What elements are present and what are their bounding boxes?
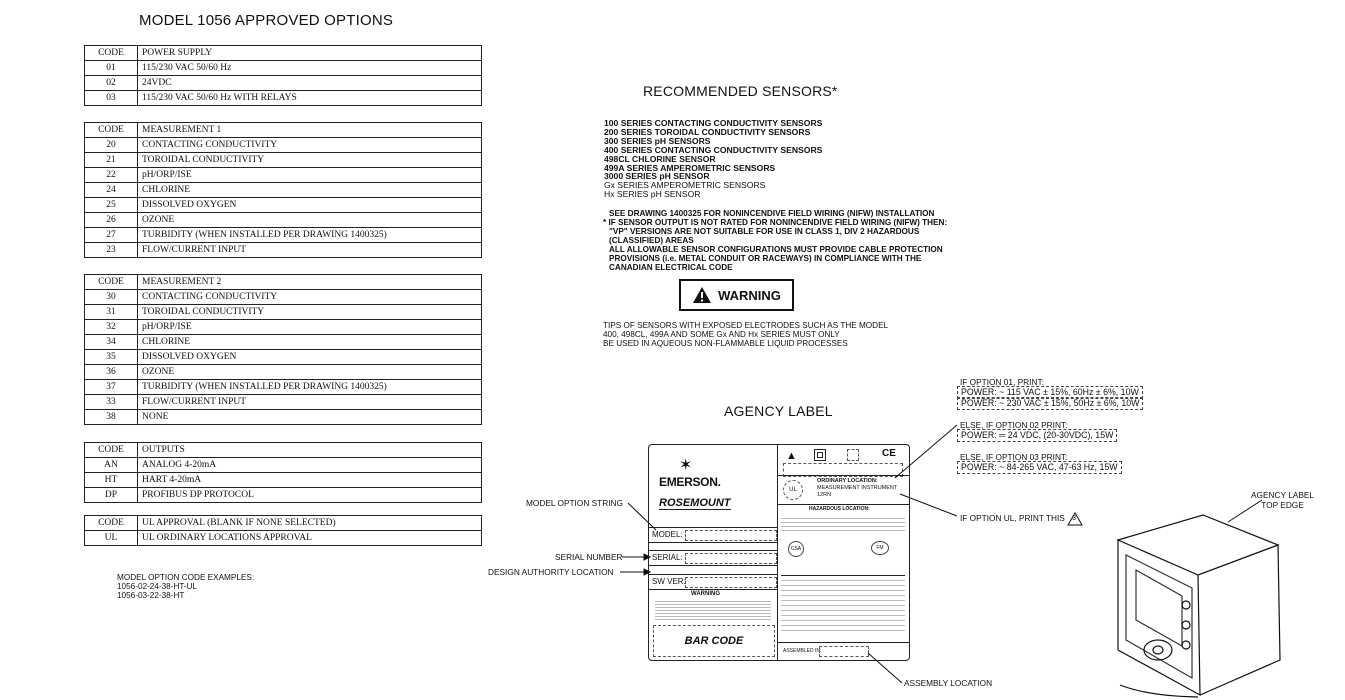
option-02-line: POWER: ═ 24 VDC, (20-30VDC), 15W (957, 429, 1117, 442)
table-row: 31 TOROIDAL CONDUCTIVITY (85, 305, 482, 320)
table-row: 37 TURBIDITY (WHEN INSTALLED PER DRAWING 1400325) (85, 380, 482, 395)
table-row: 24 CHLORINE (85, 183, 482, 198)
table-row: 25 DISSOLVED OXYGEN (85, 198, 482, 213)
list-item: 499A SERIES AMPEROMETRIC SENSORS (604, 162, 776, 173)
table-row: 36 OZONE (85, 365, 482, 380)
list-item: 3000 SERIES pH SENSOR (604, 171, 710, 182)
device-isometric-drawing (1108, 500, 1308, 700)
assembled-in-row: ASSEMBLED IN: (777, 642, 909, 661)
emerson-logo-icon: ✶ (679, 457, 693, 474)
table-row: HT HART 4-20mA (85, 473, 482, 488)
table-row: 21 TOROIDAL CONDUCTIVITY (85, 153, 482, 168)
examples-title: MODEL OPTION CODE EXAMPLES: (117, 573, 255, 582)
table-row: 26 OZONE (85, 213, 482, 228)
option-01-title: IF OPTION 01, PRINT: (960, 377, 1044, 387)
table-header: CODE POWER SUPPLY (85, 46, 482, 61)
table-row: 03 115/230 VAC 50/60 Hz WITH RELAYS (85, 91, 482, 106)
nifw-note: SEE DRAWING 1400325 FOR NONINCENDIVE FIELD WIRING (NIFW) INSTALLATION * IF SENSOR OUTPUT IS NOT RATED FOR NONINCENDIVE FIELD WIRING (NIFW) THEN: "VP" VERSIONS ARE NOT SUITABLE FOR USE IN CLASS 1, DIV 2 HAZARDOUS (CLASSIFIED) AREAS ALL ALLOWABLE SENSOR CONFIGURATIONS MUST PROVIDE CABLE PROTECTION PROVISIONS (i.e. METAL CONDUIT OR RACEWAYS) IN COMPLIANCE WITH THE CANADIAN ELECTRICAL CODE (603, 209, 948, 272)
table-row: 01 115/230 VAC 50/60 Hz (85, 61, 482, 76)
table-header: CODE MEASUREMENT 2 (85, 275, 482, 290)
csa-mark-icon: CSA (788, 541, 804, 557)
assembly-location-callout: ASSEMBLY LOCATION (904, 678, 993, 688)
bar-code: BAR CODE (653, 625, 775, 657)
label-warning-small: WARNING (691, 591, 720, 597)
table-row: 32 pH/ORP/ISE (85, 320, 482, 335)
if-option-ul-callout: IF OPTION UL, PRINT THIS 3 (960, 512, 1083, 526)
table-row: 35 DISSOLVED OXYGEN (85, 350, 482, 365)
model-option-string-callout: MODEL OPTION STRING (526, 498, 623, 508)
hazardous-location-title: HAZARDOUS LOCATION: (809, 506, 870, 512)
table-header: CODE OUTPUTS (85, 443, 482, 458)
option-01-line: POWER: ~ 230 VAC ± 15%, 50Hz ± 6%, 10W (957, 397, 1143, 410)
table-row: 20 CONTACTING CONDUCTIVITY (85, 138, 482, 153)
table-row: 34 CHLORINE (85, 335, 482, 350)
example-line: 1056-02-24-38-HT-UL (117, 582, 198, 591)
option-03-title: ELSE, IF OPTION 03 PRINT: (960, 452, 1068, 462)
list-item: 200 SERIES TOROIDAL CONDUCTIVITY SENSORS (604, 126, 811, 137)
option-02-title: ELSE, IF OPTION 02 PRINT: (960, 420, 1068, 430)
serial-number-callout: SERIAL NUMBER (555, 552, 623, 562)
option-03-line: POWER: ~ 84-265 VAC, 47-63 Hz, 15W (957, 461, 1122, 474)
table-row: AN ANALOG 4-20mA (85, 458, 482, 473)
table-row: 33 FLOW/CURRENT INPUT (85, 395, 482, 410)
recommended-sensors-title: RECOMMENDED SENSORS* (643, 83, 838, 99)
option-01-line: POWER: ~ 115 VAC ± 15%, 60Hz ± 6%, 10W (957, 386, 1143, 399)
table-header: CODE UL APPROVAL (BLANK IF NONE SELECTED) (85, 516, 482, 531)
warning-note: TIPS OF SENSORS WITH EXPOSED ELECTRODES SUCH AS THE MODEL 400, 498CL, 499A AND SOME Gx AND Hx SERIES MUST ONLY BE USED IN AQUEOUS NON-FLAMMABLE LIQUID PROCESSES (603, 321, 889, 348)
list-item: 400 SERIES CONTACTING CONDUCTIVITY SENSORS (604, 144, 823, 155)
ul-mark-icon: UL (783, 480, 803, 500)
revision-triangle-icon: 3 (1067, 512, 1083, 526)
example-line: 1056-03-22-38-HT (117, 591, 185, 600)
list-item: Gx SERIES AMPEROMETRIC SENSORS (604, 180, 766, 191)
list-item: 300 SERIES pH SENSORS (604, 135, 711, 146)
table-row: 27 TURBIDITY (WHEN INSTALLED PER DRAWING 1400325) (85, 228, 482, 243)
page-title: MODEL 1056 APPROVED OPTIONS (139, 12, 394, 29)
table-row: 38 NONE (85, 410, 482, 425)
table-row: UL UL ORDINARY LOCATIONS APPROVAL (85, 531, 482, 546)
agency-label-title: AGENCY LABEL (724, 403, 833, 419)
table-row: 23 FLOW/CURRENT INPUT (85, 243, 482, 258)
serial-field-row: SERIAL: (649, 550, 777, 566)
table-row: 22 pH/ORP/ISE (85, 168, 482, 183)
agency-top-edge-callout: AGENCY LABEL TOP EDGE (1251, 490, 1315, 510)
label-warning-triangle-icon: ▲ (786, 450, 797, 462)
table-header: CODE MEASUREMENT 1 (85, 123, 482, 138)
table-row: 02 24VDC (85, 76, 482, 91)
list-item: Hx SERIES pH SENSOR (604, 189, 701, 200)
sw-ver-field-row: SW VER: (649, 574, 777, 590)
warning-box: WARNING (679, 279, 794, 311)
list-item: 498CL CHLORINE SENSOR (604, 153, 716, 164)
rosemount-brand: ROSEMOUNT (659, 497, 731, 509)
table-row: 30 CONTACTING CONDUCTIVITY (85, 290, 482, 305)
model-field-row: MODEL: (649, 527, 777, 543)
emerson-brand: EMERSON. (659, 475, 721, 489)
list-item: 100 SERIES CONTACTING CONDUCTIVITY SENSORS (604, 118, 823, 128)
table-row: DP PROFIBUS DP PROTOCOL (85, 488, 482, 503)
ordinary-location-block: UL ORDINARY LOCATION: MEASUREMENT INSTRUMENT 12RN (777, 475, 909, 505)
design-authority-callout: DESIGN AUTHORITY LOCATION (488, 567, 614, 577)
ce-mark-icon: CE (882, 448, 896, 459)
fm-mark-icon: FM (871, 541, 889, 555)
